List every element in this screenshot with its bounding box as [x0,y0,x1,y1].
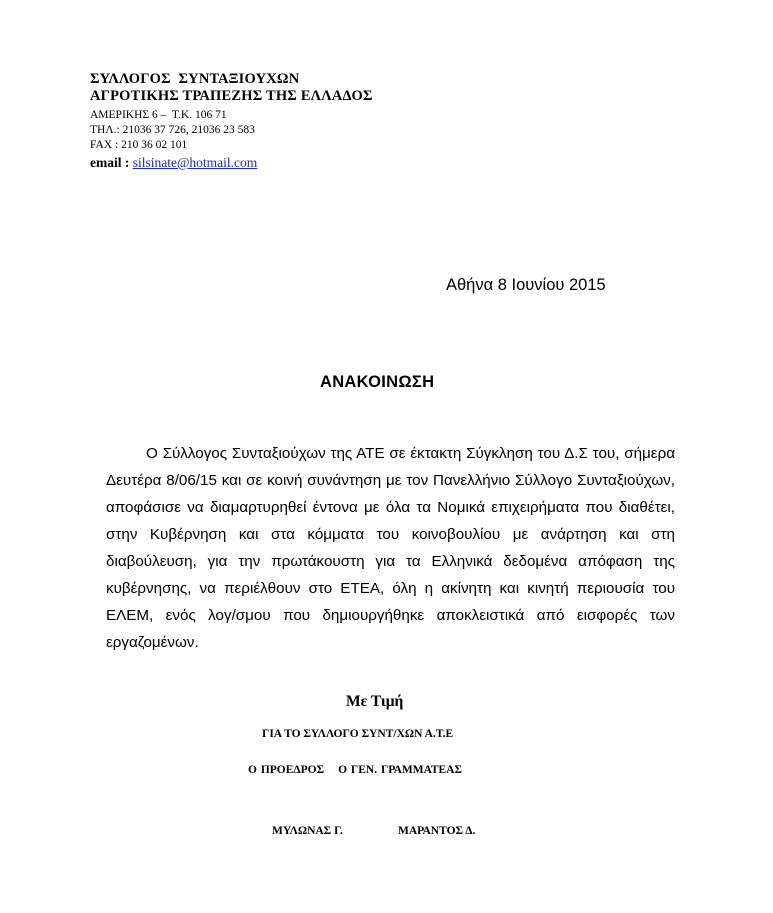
org-phone: ΤΗΛ.: 21036 37 726, 21036 23 583 [90,124,255,136]
letterhead [90,70,373,172]
signature-roles [248,764,476,776]
org-address: ΑΜΕΡΙΚΗΣ 6 – Τ.Κ. 106 71 [90,109,227,121]
document-date: Αθήνα 8 Ιουνίου 2015 [446,276,606,294]
closing-salutation: Με Τιμή [346,693,404,710]
org-name-line2: ΑΓΡΟΤΙΚΗΣ ΤΡΑΠΕΖΗΣ ΤΗΣ ΕΛΛΑΔΟΣ [90,88,373,104]
org-email-line [90,154,373,172]
org-fax: FAX : 210 36 02 101 [90,139,188,151]
role-secretary: Ο ΓΕΝ. ΓΡΑΜΜΑΤΕΑΣ [338,764,462,776]
document-title: ΑΝΑΚΟΙΝΩΣΗ [320,373,435,391]
signature-organization: ΓΙΑ ΤΟ ΣΥΛΛΟΓΟ ΣΥΝΤ/ΧΩΝ Α.Τ.Ε [262,728,454,740]
name-secretary: ΜΑΡΑΝΤΟΣ Δ. [398,825,476,837]
role-president: Ο ΠΡΟΕΔΡΟΣ [248,764,325,776]
email-link[interactable]: silsinate@hotmail.com [132,155,258,170]
name-president: ΜΥΛΩΝΑΣ Γ. [272,825,343,837]
org-name-line1: ΣΥΛΛΟΓΟΣ ΣΥΝΤΑΞΙΟΥΧΩΝ [90,71,300,87]
announcement-body: Ο Σύλλογος Συνταξιούχων της ΑΤΕ σε έκτακτη Σύγκληση του Δ.Σ του, σήμερα Δευτέρα 8/06/15 και σε κοινή συνάντηση με τον Πανελλήνιο Σύλλογο Συνταξιούχων, αποφάσισε να διαμαρτυρηθεί έντονα με όλα τα Νομικά επιχειρήματα που διαθέτει, στην Κυβέρνηση και στα κόμματα του κοινοβουλίου με ανάρτηση και στη διαβούλευση, για την πρωτάκουστη για τα Ελληνικά δεδομένα απόφαση της κυβέρνησης, να περιέλθουν στο ΕΤΕΑ, όλη η ακίνητη και κινητή περιουσία του ΕΛΕΜ, ενός λογ/σμου που δημιουργήθηκε αποκλειστικά από εισφορές των εργαζομένων. [106,445,675,651]
email-label: email : [90,155,130,170]
